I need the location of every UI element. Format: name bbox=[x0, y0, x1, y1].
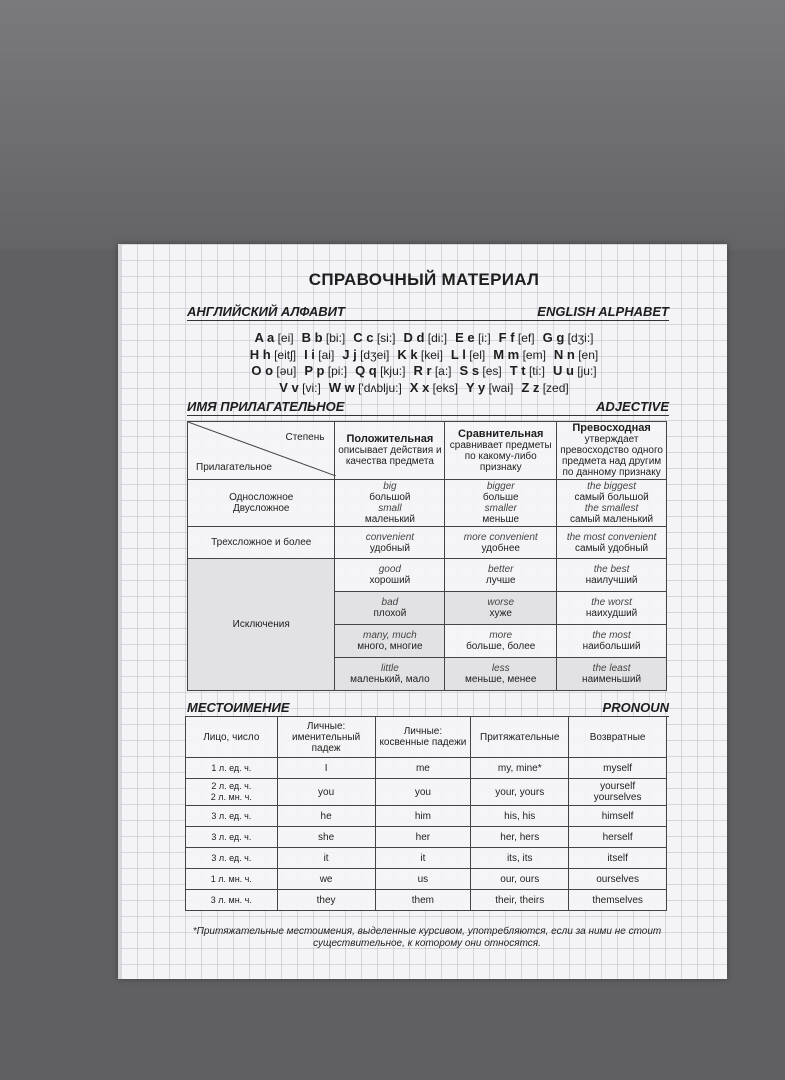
alphabet-transcription: [əu] bbox=[276, 364, 297, 378]
alphabet-transcription: [ti:] bbox=[528, 364, 545, 378]
cell-positive: big большой small маленький bbox=[335, 480, 445, 527]
pronoun-header-row bbox=[186, 717, 667, 758]
pronoun-cell-nom: they bbox=[277, 890, 375, 911]
alphabet-transcription: [si:] bbox=[376, 331, 396, 345]
pronoun-title-ru: МЕСТОИМЕНИЕ bbox=[187, 700, 290, 715]
alphabet-transcription: [ju:] bbox=[577, 364, 597, 378]
pronoun-cell-poss: their, theirs bbox=[471, 890, 569, 911]
pronoun-cell-obj: him bbox=[375, 806, 471, 827]
alphabet-letter: N n bbox=[553, 346, 575, 362]
alphabet-letter: P p bbox=[304, 363, 325, 378]
adjective-section-header bbox=[187, 399, 669, 416]
alphabet-letter: Z z bbox=[521, 379, 540, 395]
cell-superlative: the worst наихудший bbox=[557, 592, 667, 625]
corner-adjective-label: Прилагательное bbox=[196, 462, 272, 473]
adjective-title-en: ADJECTIVE bbox=[596, 399, 669, 414]
alphabet-transcription: [vi:] bbox=[302, 380, 321, 395]
alphabet-letter: S s bbox=[459, 363, 480, 378]
pronoun-row bbox=[186, 779, 667, 806]
pronoun-cell-nom: it bbox=[277, 848, 375, 869]
alphabet-letter: D d bbox=[403, 330, 425, 345]
pronoun-cell-refl: myself bbox=[569, 758, 667, 779]
pronoun-cell-nom: we bbox=[277, 869, 375, 890]
cell-comparative: bigger больше smaller меньше bbox=[445, 480, 557, 527]
alphabet-letter: C c bbox=[353, 330, 374, 345]
alphabet-letter: T t bbox=[509, 363, 526, 378]
cell-superlative: the least наименьший bbox=[557, 658, 667, 691]
pronoun-row bbox=[186, 869, 667, 890]
header-person: Лицо, число bbox=[186, 717, 278, 758]
background-top bbox=[0, 0, 785, 250]
pronoun-cell-person: 3 л. ед. ч. bbox=[186, 848, 278, 869]
alphabet-transcription: [di:] bbox=[427, 331, 448, 345]
alphabet-title-en: ENGLISH ALPHABET bbox=[537, 304, 669, 319]
header-comparative: Сравнительная сравнивает предметы по какому-либо признаку bbox=[445, 422, 557, 480]
pronoun-cell-person: 3 л. ед. ч. bbox=[186, 827, 278, 848]
alphabet-transcription: [ai] bbox=[318, 347, 335, 362]
pronoun-cell-obj: us bbox=[375, 869, 471, 890]
alphabet-letter: M m bbox=[493, 346, 520, 362]
alphabet-letter: W w bbox=[328, 379, 355, 395]
pronoun-table bbox=[185, 716, 667, 911]
alphabet-letter: J j bbox=[342, 346, 357, 362]
alphabet-transcription: [en] bbox=[578, 347, 599, 362]
alphabet-row bbox=[187, 347, 669, 364]
pronoun-cell-poss: our, ours bbox=[471, 869, 569, 890]
pronoun-cell-nom: she bbox=[277, 827, 375, 848]
alphabet-letter: U u bbox=[552, 363, 574, 378]
adjective-header-row bbox=[188, 422, 667, 480]
alphabet-transcription: ['dʌblju:] bbox=[358, 380, 402, 395]
alphabet-transcription: [ei] bbox=[277, 331, 294, 345]
pronoun-cell-obj: you bbox=[375, 779, 471, 806]
adjective-row-long bbox=[188, 527, 667, 559]
alphabet-letter: A a bbox=[254, 330, 275, 345]
alphabet-transcription: [bi:] bbox=[325, 331, 346, 345]
header-positive: Положительная описывает действия и качества предмета bbox=[335, 422, 445, 480]
alphabet-transcription: [dʒi:] bbox=[567, 331, 594, 345]
cell-positive: many, much много, многие bbox=[335, 625, 445, 658]
alphabet-transcription: [el] bbox=[469, 347, 486, 362]
pronoun-cell-person: 1 л. ед. ч. bbox=[186, 758, 278, 779]
reference-sheet bbox=[118, 244, 727, 979]
cell-superlative: the most convenient самый удобный bbox=[557, 527, 667, 559]
alphabet-letter: H h bbox=[249, 346, 271, 362]
row-label-exceptions: Исключения bbox=[188, 559, 335, 691]
pronoun-cell-poss: your, yours bbox=[471, 779, 569, 806]
cell-comparative: less меньше, менее bbox=[445, 658, 557, 691]
pronoun-cell-obj: me bbox=[375, 758, 471, 779]
alphabet-transcription: [pi:] bbox=[327, 364, 348, 378]
cell-comparative: more больше, более bbox=[445, 625, 557, 658]
footnote: *Притяжательные местоимения, выделенные курсивом, употребляются, если за ними не стоит существительное, к которому они относятся. bbox=[192, 926, 662, 949]
row-label-short: Односложное Двусложное bbox=[188, 480, 335, 527]
alphabet-letter: V v bbox=[279, 379, 299, 395]
pronoun-cell-person: 3 л. мн. ч. bbox=[186, 890, 278, 911]
alphabet-letter: G g bbox=[542, 330, 565, 345]
pronoun-row bbox=[186, 758, 667, 779]
pronoun-row bbox=[186, 848, 667, 869]
alphabet-transcription: [zed] bbox=[542, 380, 569, 395]
alphabet-letter: F f bbox=[498, 330, 515, 345]
alphabet-letter: E e bbox=[455, 330, 475, 345]
alphabet-letter: L l bbox=[450, 346, 466, 362]
alphabet-transcription: [i:] bbox=[478, 331, 491, 345]
alphabet-transcription: [wai] bbox=[488, 380, 514, 395]
alphabet-transcription: [em] bbox=[522, 347, 546, 362]
alphabet-grid bbox=[187, 330, 669, 396]
header-oblique: Личные: косвенные падежи bbox=[375, 717, 471, 758]
adjective-row-exception bbox=[188, 559, 667, 592]
page-title: СПРАВОЧНЫЙ МАТЕРИАЛ bbox=[308, 270, 540, 289]
adjective-row-short bbox=[188, 480, 667, 527]
alphabet-letter: X x bbox=[409, 379, 430, 395]
cell-superlative: the best наилучший bbox=[557, 559, 667, 592]
pronoun-cell-refl: themselves bbox=[569, 890, 667, 911]
pronoun-row bbox=[186, 827, 667, 848]
header-superlative: Превосходная утверждает превосходство одного предмета над другим по данному признаку bbox=[557, 422, 667, 480]
alphabet-transcription: [ef] bbox=[517, 331, 535, 345]
alphabet-row bbox=[187, 380, 669, 397]
pronoun-cell-person: 2 л. ед. ч. 2 л. мн. ч. bbox=[186, 779, 278, 806]
pronoun-cell-poss: his, his bbox=[471, 806, 569, 827]
cell-positive: convenient удобный bbox=[335, 527, 445, 559]
pronoun-row bbox=[186, 806, 667, 827]
header-possessive: Притяжательные bbox=[471, 717, 569, 758]
cell-superlative: the most наибольший bbox=[557, 625, 667, 658]
header-nominative: Личные: именительный падеж bbox=[277, 717, 375, 758]
cell-comparative: better лучше bbox=[445, 559, 557, 592]
pronoun-cell-refl: himself bbox=[569, 806, 667, 827]
alphabet-transcription: [es] bbox=[482, 364, 502, 378]
alphabet-row bbox=[187, 330, 669, 347]
alphabet-title-ru: АНГЛИЙСКИЙ АЛФАВИТ bbox=[187, 304, 345, 319]
pronoun-cell-obj: them bbox=[375, 890, 471, 911]
pronoun-section-header bbox=[187, 700, 669, 717]
alphabet-letter: O o bbox=[251, 363, 274, 378]
pronoun-cell-refl: herself bbox=[569, 827, 667, 848]
alphabet-transcription: [eitʃ] bbox=[274, 347, 297, 362]
cell-comparative: more convenient удобнее bbox=[445, 527, 557, 559]
adjective-table bbox=[187, 421, 667, 691]
adjective-corner-cell bbox=[188, 422, 335, 480]
cell-comparative: worse хуже bbox=[445, 592, 557, 625]
pronoun-cell-poss: my, mine* bbox=[471, 758, 569, 779]
pronoun-cell-refl: ourselves bbox=[569, 869, 667, 890]
cell-positive: good хороший bbox=[335, 559, 445, 592]
pronoun-cell-person: 1 л. мн. ч. bbox=[186, 869, 278, 890]
alphabet-letter: B b bbox=[301, 330, 323, 345]
alphabet-section-header bbox=[187, 304, 669, 321]
pronoun-row bbox=[186, 890, 667, 911]
pronoun-cell-nom: you bbox=[277, 779, 375, 806]
row-label-long: Трехсложное и более bbox=[188, 527, 335, 559]
alphabet-row bbox=[187, 363, 669, 380]
pronoun-cell-refl: itself bbox=[569, 848, 667, 869]
pronoun-cell-nom: I bbox=[277, 758, 375, 779]
alphabet-transcription: [kju:] bbox=[380, 364, 406, 378]
pronoun-cell-poss: her, hers bbox=[471, 827, 569, 848]
pronoun-cell-person: 3 л. ед. ч. bbox=[186, 806, 278, 827]
adjective-title-ru: ИМЯ ПРИЛАГАТЕЛЬНОЕ bbox=[187, 399, 345, 414]
pronoun-cell-poss: its, its bbox=[471, 848, 569, 869]
cell-superlative: the biggest самый большой the smallest cамый маленький bbox=[557, 480, 667, 527]
corner-degree-label: Степень bbox=[285, 432, 325, 443]
alphabet-transcription: [kei] bbox=[420, 347, 443, 362]
pronoun-cell-obj: it bbox=[375, 848, 471, 869]
cell-positive: bad плохой bbox=[335, 592, 445, 625]
pronoun-cell-obj: her bbox=[375, 827, 471, 848]
cell-positive: little маленький, мало bbox=[335, 658, 445, 691]
header-reflexive: Возвратные bbox=[569, 717, 667, 758]
alphabet-transcription: [dʒei] bbox=[360, 347, 390, 362]
alphabet-transcription: [eks] bbox=[432, 380, 458, 395]
pronoun-title-en: PRONOUN bbox=[602, 700, 669, 715]
alphabet-transcription: [a:] bbox=[434, 364, 452, 378]
alphabet-letter: Q q bbox=[355, 363, 377, 378]
pronoun-cell-refl: yourself yourselves bbox=[569, 779, 667, 806]
alphabet-letter: R r bbox=[413, 363, 432, 378]
alphabet-letter: Y y bbox=[466, 379, 486, 395]
pronoun-cell-nom: he bbox=[277, 806, 375, 827]
alphabet-letter: I i bbox=[304, 346, 315, 362]
alphabet-letter: K k bbox=[397, 346, 418, 362]
